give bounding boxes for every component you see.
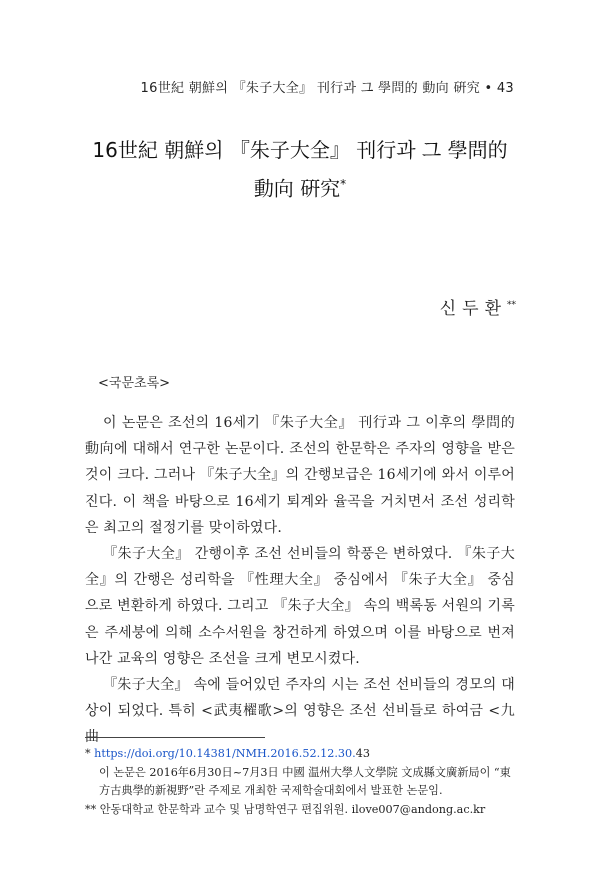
author-name: 신두환 [439,299,507,319]
running-header [141,77,514,96]
footnote-2-text: 안동대학교 한문학과 교수 및 남명학연구 편집위원. ilove007@andong.ac.kr [99,802,486,816]
abstract-heading: <국문초록> [98,376,171,391]
footnote-2 [85,801,515,820]
footnote-1 [85,745,515,764]
author-footnote-marker: ** [507,300,516,311]
abstract-paragraph-3: 『朱子大全』 속에 들어있던 주자의 시는 조선 선비들의 경모의 대상이 되었다. 특히 <武夷櫂歌>의 영향은 조선 선비들로 하여금 <九曲 [85,677,515,746]
doi-link[interactable]: https://doi.org/10.14381/NMH.2016.52.12.30. [94,747,356,760]
doi-link-tail: 43 [355,747,370,760]
running-header-bullet: • [484,81,497,96]
page-number: 43 [496,81,514,96]
title-line-1: 16世紀 朝鮮의 『朱子大全』 刊行과 그 學問的 [92,138,508,162]
abstract-body [85,410,515,751]
footnote-1-marker: * [85,747,91,760]
footnote-2-marker: ** [85,802,97,816]
footnote-1-text-line-1: 이 논문은 2016年6月30日~7月3日 中國 温州大學人文學院 文成縣文廣新局이 “東 [99,765,511,779]
running-header-title: 16世紀 朝鮮의 『朱子大全』 刊行과 그 學問的 動向 硏究 [140,81,480,96]
footnotes [85,745,515,819]
footnote-1-text-line-2: 方古典學的新視野”란 주제로 개최한 국제학술대회에서 발표한 논문임. [99,784,443,797]
abstract-paragraph-2: 『朱子大全』 간행이후 조선 선비들의 학풍은 변하였다. 『朱子大全』의 간행은 성리학을 『性理大全』 중심에서 『朱子大全』 중심으로 변환하게 하였다. 그리고 『朱子大全』 속의 백록동 서원의 기록은 주세붕에 의해 소수서원을 창건하게 하였으며 이를 바탕으로 번져나간 교육의 영향은 조선을 크게 변모시켰다. [85,546,515,667]
article-title [80,133,520,206]
author-byline [440,294,516,319]
title-line-2-text: 動向 硏究 [253,176,341,201]
title-footnote-marker: * [340,177,347,191]
footnote-divider [85,737,265,738]
title-line-2 [80,167,520,206]
abstract-paragraph-1: 이 논문은 조선의 16세기 『朱子大全』 刊行과 그 이후의 學問的 動向에 대해서 연구한 논문이다. 조선의 한문학은 주자의 영향을 받은 것이 크다. 그러나 『朱子大全』의 간행보급은 16세기에 와서 이루어진다. 이 책을 바탕으로 16세기 퇴계와 율곡을 거치면서 조선 성리학은 최고의 절정기를 맞이하였다. [85,415,515,536]
